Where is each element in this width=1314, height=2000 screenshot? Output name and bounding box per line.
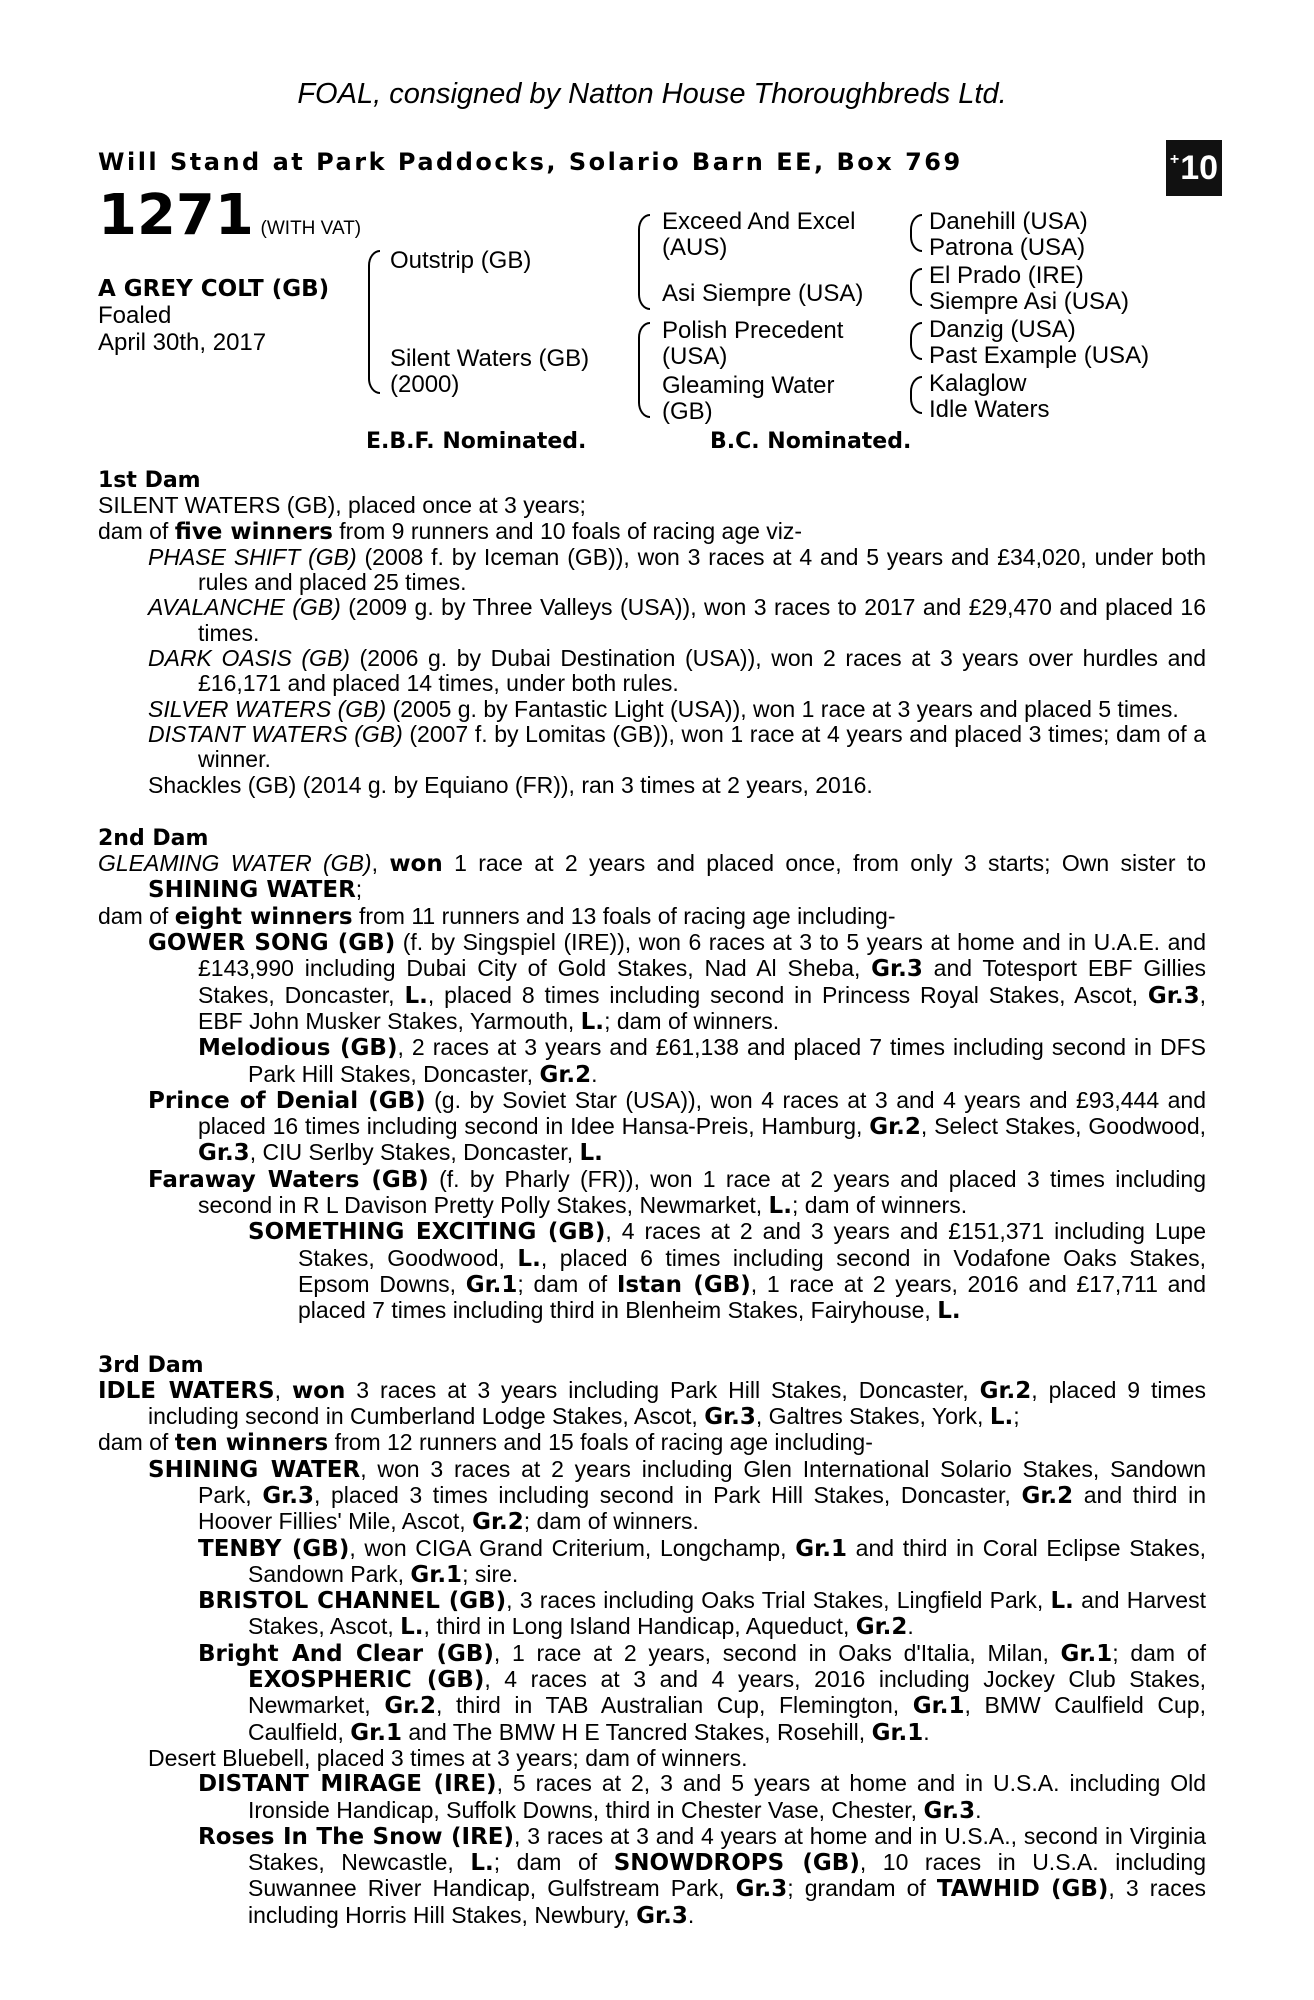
produce-entry: TENBY (GB), won CIGA Grand Criterium, Longchamp, Gr.1 and third in Coral Eclipse Stakes, Sandown Park, Gr.1; sire. bbox=[198, 1534, 1206, 1588]
ss-sire: Danehill (USA) bbox=[929, 208, 1088, 235]
dam-records bbox=[98, 468, 1206, 1929]
produce-entry: Prince of Denial (GB) (g. by Soviet Star (USA)), won 4 races at 3 and 4 years and £93,444 and placed 16 times including second in Idee Hansa-Preis, Hamburg, Gr.2, Select Stakes, Goodwood, Gr.3, CIU Serlby Stakes, Doncaster, L. bbox=[148, 1086, 1206, 1167]
dd-dam: Idle Waters bbox=[929, 396, 1050, 423]
produce-entry: Faraway Waters (GB) (f. by Pharly (FR)), won 1 race at 2 years and placed 3 times including second in R L Davison Pretty Polly Stakes, Newmarket, L.; dam of winners. bbox=[148, 1165, 1206, 1220]
produce-entry: SOMETHING EXCITING (GB), 4 races at 2 and 3 years and £151,371 including Lupe Stakes, Goodwood, L., placed 6 times including second in Vodafone Oaks Stakes, Epsom Downs, Gr.1; dam of Istan (GB), 1 race at 2 years, 2016 and £17,711 and placed 7 times including third in Blenheim Stakes, Fairyhouse, L. bbox=[248, 1218, 1207, 1325]
pedigree-block bbox=[98, 183, 1206, 460]
produce-entry: DARK OASIS (GB) (2006 g. by Dubai Destination (USA)), won 2 races at 3 years over hurdles and £16,171 and placed 14 times, under both rules. bbox=[148, 645, 1206, 697]
produce-entry: BRISTOL CHANNEL (GB), 3 races including Oaks Trial Stakes, Lingfield Park, L. and Harvest Stakes, Ascot, L., third in Long Island Handicap, Aqueduct, Gr.2. bbox=[198, 1587, 1206, 1641]
foaled-date: April 30th, 2017 bbox=[98, 329, 267, 356]
pedigree-brace-main bbox=[368, 250, 380, 394]
dam-sire-country: (USA) bbox=[662, 343, 728, 370]
consignor-line: FOAL, consigned by Natton House Thoroughbreds Ltd. bbox=[297, 78, 1007, 110]
first-dam-heading: 1st Dam bbox=[98, 468, 201, 493]
sire-name: Outstrip (GB) bbox=[390, 247, 532, 274]
lot-title: A GREY COLT (GB) bbox=[98, 276, 330, 302]
ds-sire: Danzig (USA) bbox=[929, 316, 1076, 343]
dam-name: Silent Waters (GB) bbox=[390, 345, 590, 372]
produce-entry: SILVER WATERS (GB) (2005 g. by Fantastic Light (USA)), won 1 race at 3 years and placed 5 times. bbox=[148, 695, 1179, 722]
lot-number: 1271 bbox=[98, 183, 254, 248]
ds-dam: Past Example (USA) bbox=[929, 342, 1150, 369]
sd-sire: El Prado (IRE) bbox=[929, 262, 1084, 289]
stand-location: Will Stand at Park Paddocks, Solario Barn EE, Box 769 bbox=[98, 148, 963, 176]
brace-dd bbox=[910, 376, 922, 414]
dd-sire: Kalaglow bbox=[929, 370, 1027, 397]
lot-badge-number: 10 bbox=[1180, 148, 1219, 187]
produce-entry: GOWER SONG (GB) (f. by Singspiel (IRE)), won 6 races at 3 to 5 years at home and in U.A.E. and £143,990 including Dubai City of Gold Stakes, Nad Al Sheba, Gr.3 and Totesport EBF Gillies Stakes, Doncaster, L., placed 8 times including second in Princess Royal Stakes, Ascot, Gr.3, EBF John Musker Stakes, Yarmouth, L.; dam of winners. bbox=[148, 929, 1206, 1035]
lot-badge-plus: + bbox=[1169, 151, 1180, 168]
first-dam-line: SILENT WATERS (GB), placed once at 3 years; bbox=[98, 492, 586, 519]
sire-dam: Asi Siempre (USA) bbox=[662, 280, 864, 307]
produce-entry: DISTANT MIRAGE (IRE), 5 races at 2, 3 and 5 years at home and in U.S.A. including Old Ironside Handicap, Suffolk Downs, third in Chester Vase, Chester, Gr.3. bbox=[198, 1770, 1206, 1824]
third-dam-summary: dam of ten winners from 12 runners and 15 foals of racing age including- bbox=[98, 1429, 873, 1457]
produce-entry: DISTANT WATERS (GB) (2007 f. by Lomitas (GB)), won 1 race at 4 years and placed 3 times; dam of a winner. bbox=[148, 720, 1207, 773]
dam-sire: Polish Precedent bbox=[662, 317, 844, 344]
second-dam-summary: dam of eight winners from 11 runners and 13 foals of racing age including- bbox=[98, 902, 896, 930]
brace-ss bbox=[910, 214, 922, 252]
lot-badge-icon bbox=[1166, 140, 1222, 196]
produce-entry: SHINING WATER, won 3 races at 2 years including Glen International Solario Stakes, Sandown Park, Gr.3, placed 3 times including second in Park Hill Stakes, Doncaster, Gr.2 and third in Hoover Fillies' Mile, Ascot, Gr.2; dam of winners. bbox=[148, 1455, 1206, 1536]
second-dam-line: GLEAMING WATER (GB), won 1 race at 2 years and placed once, from only 3 starts; Own sister to SHINING WATER; bbox=[98, 850, 1207, 904]
dam-dam-country: (GB) bbox=[662, 398, 713, 425]
ss-dam: Patrona (USA) bbox=[929, 234, 1086, 261]
brace-sd bbox=[910, 268, 922, 306]
produce-entry: Desert Bluebell, placed 3 times at 3 years; dam of winners. bbox=[148, 1744, 748, 1771]
foaled-label: Foaled bbox=[98, 302, 172, 329]
ebf-nominated: E.B.F. Nominated. bbox=[366, 429, 587, 454]
produce-entry: Roses In The Snow (IRE), 3 races at 3 and 4 years at home and in U.S.A., second in Virginia Stakes, Newcastle, L.; dam of SNOWDROPS (GB), 10 races in U.S.A. including Suwannee River Handicap, Gulfstream Park, Gr.3; grandam of TAWHID (GB), 3 races including Horris Hill Stakes, Newbury, Gr.3. bbox=[198, 1822, 1207, 1929]
produce-entry: Melodious (GB), 2 races at 3 years and £61,138 and placed 7 times including second in DFS Park Hill Stakes, Doncaster, Gr.2. bbox=[198, 1034, 1206, 1088]
third-dam-line: IDLE WATERS, won 3 races at 3 years including Park Hill Stakes, Doncaster, Gr.2, placed 9 times including second in Cumberland Lodge Stakes, Ascot, Gr.3, Galtres Stakes, York, L.; bbox=[98, 1376, 1206, 1431]
pedigree-brace-sire bbox=[638, 214, 650, 310]
second-dam-heading: 2nd Dam bbox=[98, 825, 209, 851]
bc-nominated: B.C. Nominated. bbox=[710, 429, 912, 454]
dam-dam: Gleaming Water bbox=[662, 372, 835, 399]
sire-sire-country: (AUS) bbox=[662, 234, 728, 261]
third-dam-heading: 3rd Dam bbox=[98, 1352, 204, 1378]
produce-entry: Bright And Clear (GB), 1 race at 2 years, second in Oaks d'Italia, Milan, Gr.1; dam of EXOSPHERIC (GB), 4 races at 3 and 4 years, 2016 including Jockey Club Stakes, Newmarket, Gr.2, third in TAB Australian Cup, Flemington, Gr.1, BMW Caulfield Cup, Caulfield, Gr.1 and The BMW H E Tancred Stakes, Rosehill, Gr.1. bbox=[198, 1639, 1206, 1746]
vat-note: (WITH VAT) bbox=[260, 218, 362, 239]
sd-dam: Siempre Asi (USA) bbox=[929, 288, 1130, 315]
produce-entry: AVALANCHE (GB) (2009 g. by Three Valleys (USA)), won 3 races to 2017 and £29,470 and placed 16 times. bbox=[148, 594, 1206, 646]
pedigree-brace-dam bbox=[638, 322, 650, 418]
produce-entry: PHASE SHIFT (GB) (2008 f. by Iceman (GB)), won 3 races at 4 and 5 years and £34,020, under both rules and placed 25 times. bbox=[148, 543, 1206, 596]
first-dam-summary: dam of five winners from 9 runners and 10 foals of racing age viz- bbox=[98, 517, 803, 545]
brace-ds bbox=[910, 322, 922, 360]
produce-entry: Shackles (GB) (2014 g. by Equiano (FR)), ran 3 times at 2 years, 2016. bbox=[148, 771, 873, 798]
sire-sire: Exceed And Excel bbox=[662, 208, 856, 235]
lot-number-line bbox=[98, 183, 362, 248]
dam-year: (2000) bbox=[390, 371, 460, 398]
